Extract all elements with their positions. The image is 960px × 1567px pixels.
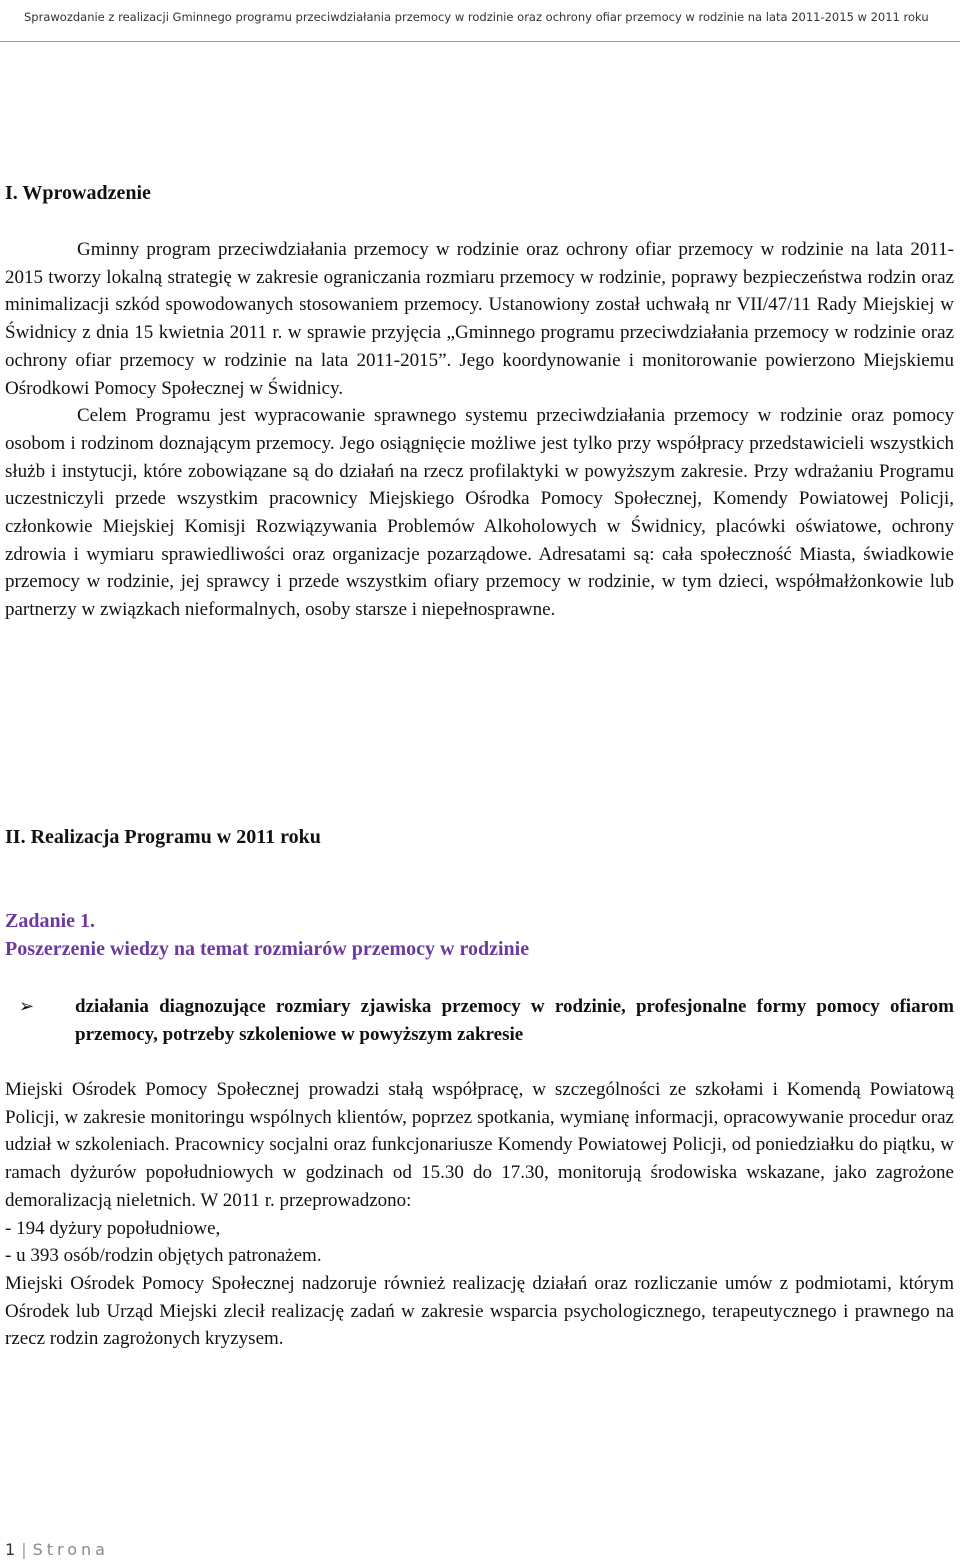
running-header <box>0 0 960 42</box>
bullet-text: działania diagnozujące rozmiary zjawiska przemocy w rodzinie, profesjonalne formy pomocy ofiarom przemocy, potrzeby szkoleniowe w powyższym zakresie <box>75 996 954 1045</box>
page-number: 1 <box>5 1540 16 1559</box>
task-description <box>5 1076 954 1353</box>
introduction-paragraph-1: Gminny program przeciwdziałania przemocy w rodzinie oraz ochrony ofiar przemocy w rodzinie na lata 2011-2015 tworzy lokalną strategię w zakresie ograniczania rozmiaru przemocy w rodzinie, poprawy bezpieczeństwa rodzin oraz minimalizacji szkód spowodowanych stosowaniem przemocy. Ustanowiony został uchwałą nr VII/47/11 Rady Miejskiej w Świdnicy z dnia 15 kwietnia 2011 r. w sprawie przyjęcia „Gminnego programu przeciwdziałania przemocy w rodzinie oraz ochrony ofiar przemocy w rodzinie na lata 2011-2015”. Jego koordynowanie i monitorowanie powierzono Miejskiemu Ośrodkowi Pomocy Społecznej w Świdnicy. <box>5 239 954 399</box>
section-heading-introduction: I. Wprowadzenie <box>5 182 151 204</box>
list-item: - u 393 osób/rodzin objętych patronażem. <box>5 1245 322 1267</box>
footer-separator: | <box>21 1540 27 1559</box>
task-label: Zadanie 1. <box>5 910 96 932</box>
running-header-title: Sprawozdanie z realizacji Gminnego programu przeciwdziałania przemocy w rodzinie oraz ochrony ofiar przemocy w rodzinie na lata 2011-2015 w 2011 roku <box>24 10 929 24</box>
introduction-text <box>5 236 954 624</box>
section-heading-realization: II. Realizacja Programu w 2011 roku <box>5 826 321 848</box>
task-title: Poszerzenie wiedzy na temat rozmiarów przemocy w rodzinie <box>5 938 530 960</box>
page-footer <box>5 1540 109 1559</box>
page-label: Strona <box>32 1540 109 1559</box>
task-paragraph-1: Miejski Ośrodek Pomocy Społecznej prowadzi stałą współpracę, w szczególności ze szkołami i Komendą Powiatową Policji, w zakresie monitoringu wspólnych klientów, poprzez spotkania, wymianę informacji, opracowywanie procedur oraz udział w szkoleniach. Pracownicy socjalni oraz funkcjonariusze Komendy Powiatowej Policji, od poniedziałku do piątku, w ramach dyżurów popołudniowych w godzinach od 15.30 do 17.30, monitorują środowiska wskazane, jako zagrożone demoralizacją nieletnich. W 2011 r. przeprowadzono: <box>5 1079 954 1211</box>
bullet-item <box>5 993 954 1048</box>
task-paragraph-2: Miejski Ośrodek Pomocy Społecznej nadzoruje również realizację działań oraz rozliczanie umów z podmiotami, którym Ośrodek lub Urząd Miejski zlecił realizację zadań w zakresie wsparcia psychologicznego, terapeutycznego i prawnego na rzecz rodzin zagrożonych kryzysem. <box>5 1272 954 1350</box>
list-item: - 194 dyżury popołudniowe, <box>5 1217 221 1239</box>
arrow-bullet-icon: ➢ <box>19 996 35 1017</box>
introduction-paragraph-2: Celem Programu jest wypracowanie sprawnego systemu przeciwdziałania przemocy w rodzinie oraz pomocy osobom i rodzinom doznającym przemocy. Jego osiągnięcie możliwe jest tylko przy współpracy przedstawicieli wszystkich służb i instytucji, które zobowiązane są do działań na rzecz profilaktyki w powyższym zakresie. Przy wdrażaniu Programu uczestniczyli przede wszystkim pracownicy Miejskiego Ośrodka Pomocy Społecznej, Komendy Powiatowej Policji, członkowie Miejskiej Komisji Rozwiązywania Problemów Alkoholowych w Świdnicy, placówki oświatowe, ochrony zdrowia i wymiaru sprawiedliwości oraz organizacje pozarządowe. Adresatami są: cała społeczność Miasta, świadkowie przemocy w rodzinie, jej sprawcy i przede wszystkim ofiary przemocy w rodzinie, w tym dzieci, współmałżonkowie lub partnerzy w związkach nieformalnych, osoby starsze i niepełnosprawne. <box>5 405 954 621</box>
